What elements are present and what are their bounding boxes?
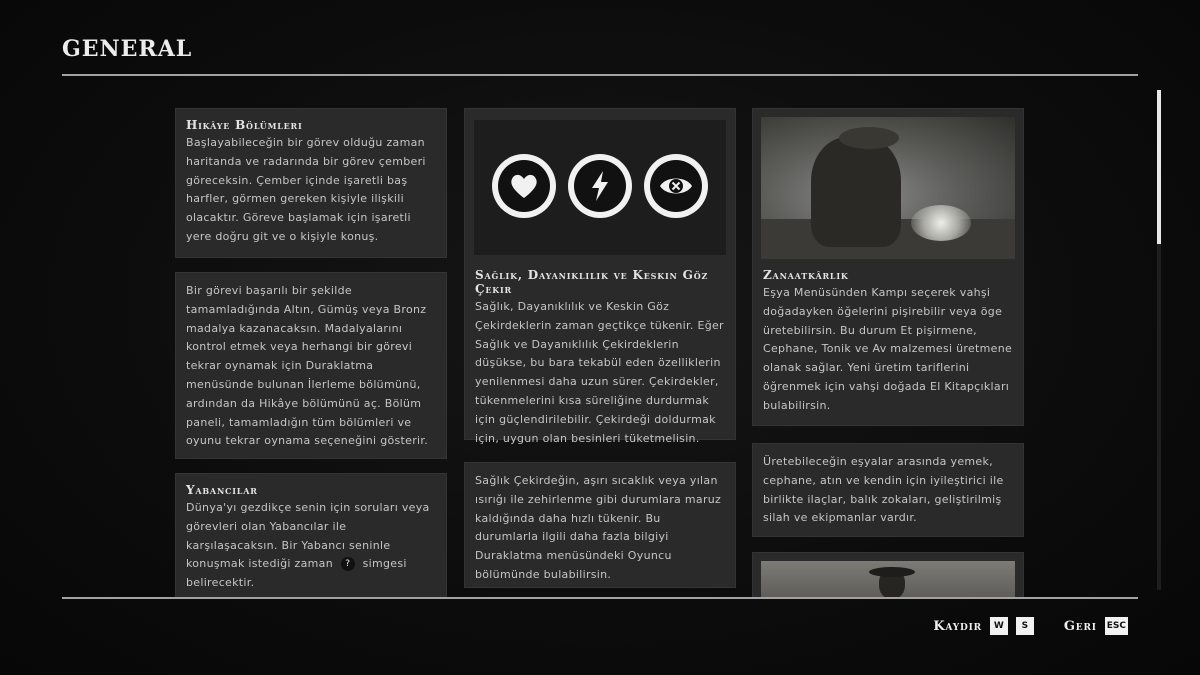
card-text-after: simgesi belirecektir. (186, 557, 407, 590)
content-viewport[interactable] (62, 76, 1138, 597)
back-label[interactable]: Geri (1063, 618, 1097, 634)
card-next (752, 552, 1024, 597)
card-title: Zanaatkârlık (763, 268, 849, 282)
scroll-up-key[interactable]: W (990, 617, 1008, 635)
card-text: Bir görevi başarılı bir şekilde tamamladığında Altın, Gümüş veya Bronz madalya kazanacaksın. Madalyalarını kontrol etmek veya herhangi bir görevi tekrar oynamak için Duraklatma menüsünde bulunan İlerleme bölümünü, ardından da Hikâye bölümünü aç. Bölüm paneli, tamamladığın tüm bölümleri ve oyunu tekrar oynama seçeneğini gösterir. (186, 284, 429, 448)
card-craftable-items (752, 443, 1024, 537)
scroll-down-key[interactable]: S (1016, 617, 1034, 635)
heart-icon (492, 154, 556, 218)
bottom-controls (933, 617, 1128, 635)
card-title: Hikâye Bölümleri (186, 118, 303, 132)
card-text (186, 499, 436, 593)
scrollbar[interactable] (1157, 90, 1161, 590)
card-text: Başlayabileceğin bir görev olduğu zaman haritanda ve radarında bir görev çemberi göreceksin. Çember içinde işaretli baş harfler, görmen gereken kişiyle ilişkili olacaktır. Göreve başlamak için işaretli yere doğru git ve o kişiyle konuş. (186, 136, 426, 243)
eye-cross-icon (644, 154, 708, 218)
card-title: Sağlık, Dayanıklılık ve Keskin Göz Çekir (475, 268, 709, 296)
core-icons-panel (474, 120, 726, 255)
core-icons (492, 154, 708, 218)
scroll-label: Kaydır (933, 618, 982, 634)
page-title: GENERAL (62, 36, 193, 62)
back-key[interactable]: ESC (1105, 617, 1128, 635)
card-cores (464, 108, 736, 445)
card-strangers (175, 473, 447, 597)
card-text: Sağlık Çekirdeğin, aşırı sıcaklık veya yılan ısırığı ile zehirlenme gibi durumlara maruz kaldığında daha hızlı tükenir. Bu durumlarla ilgili daha fazla bilgiyi Duraklatma menüsündeki Oyuncu bölümünde bulabilirsin. (475, 474, 722, 581)
footer-divider (62, 597, 1138, 599)
character-image (761, 561, 1015, 597)
card-text: Üretebileceğin eşyalar arasında yemek, cephane, atın ve kendin için iyileştirici ile birlikte ilaçlar, balık zokaları, geliştirilmiş silah ve ekipmanlar vardır. (763, 455, 1004, 525)
card-text: Sağlık, Dayanıklılık ve Keskin Göz Çekirdeklerin zaman geçtikçe tükenir. Eğer Sağlık ve Dayanıklılık Çekirdeklerin düşükse, bu bara tekabül eden özelliklerin yenilenmesi daha uzun sürer. Çekirdekler, tükenmelerini kısa süreliğine durdurmak için güçlendirilebilir. Çekirdeği doldurmak için, uygun olan besinleri tüketmelisin. (475, 300, 724, 445)
card-title: Yabancılar (186, 483, 258, 497)
lightning-icon (568, 154, 632, 218)
scrollbar-thumb[interactable] (1157, 90, 1161, 244)
card-medals (175, 272, 447, 459)
card-story-chapters (175, 108, 447, 258)
card-crafting (752, 108, 1024, 426)
crafting-image (761, 117, 1015, 259)
stranger-question-icon: ? (341, 557, 355, 571)
card-text: Eşya Menüsünden Kampı seçerek vahşi doğadayken öğelerini pişirebilir veya öge üretebilirsin. Bu durum Et pişirmene, Cephane, Tonik ve Av malzemesi üretmene olanak sağlar. Yeni üretim tariflerini öğrenmek için vahşi doğada El Kitapçıkları bulabilirsin. (763, 286, 1013, 412)
card-health-core (464, 462, 736, 588)
card-text-before: Dünya'yı gezdikçe senin için soruları veya görevleri olan Yabancılar ile karşılaşacaksın. Bir Yabancı seninle konuşmak istediği zaman (186, 501, 430, 571)
